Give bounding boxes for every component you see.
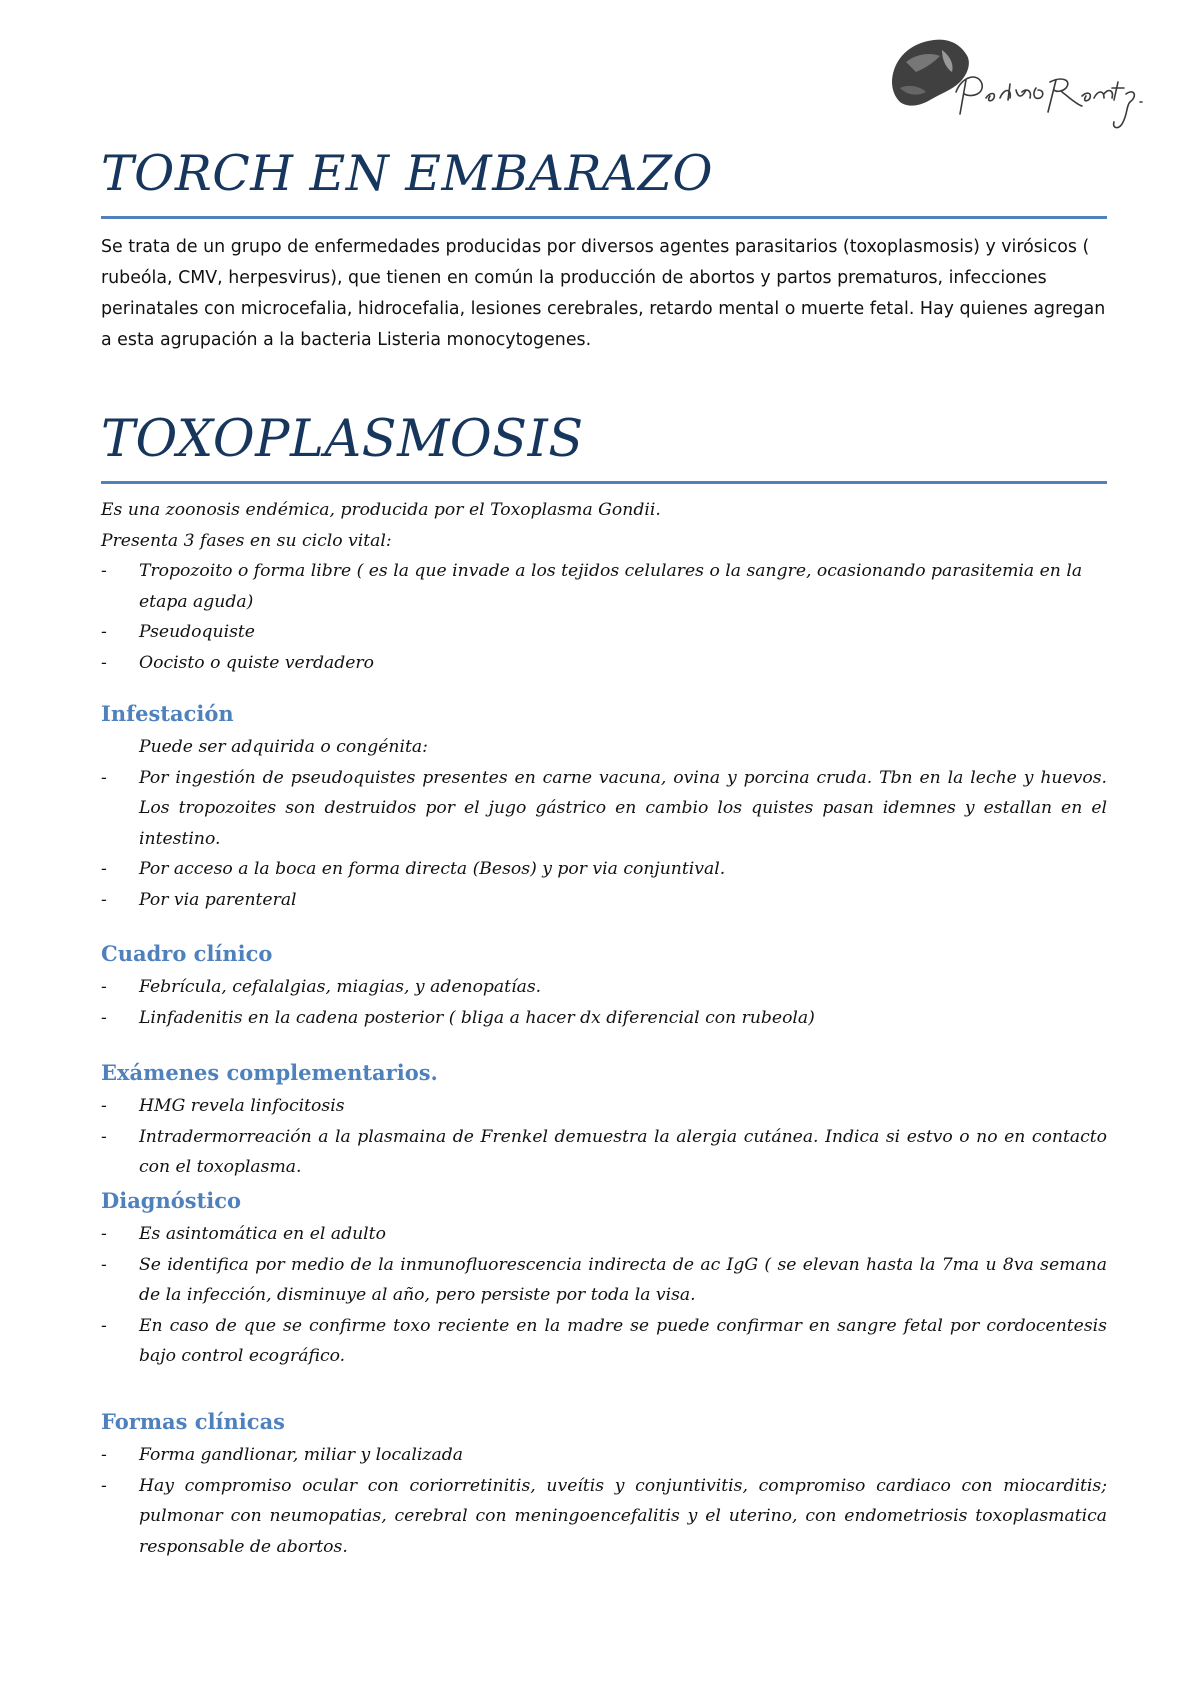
cuadro-list (101, 972, 1107, 1033)
infestacion-lead: Puede ser adquirida o congénita: (139, 737, 428, 757)
list-item: - En caso de que se confirme toxo reciente en la madre se puede confirmar en sangre fetal por cordocentesis bajo control ecográfico. (101, 1311, 1107, 1372)
list-item: - Es asintomática en el adulto (101, 1219, 1107, 1250)
list-item: - Tropozoito o forma libre ( es la que invade a los tejidos celulares o la sangre, ocasionando parasitemia en la etapa aguda) (101, 556, 1107, 617)
infestacion-list (101, 763, 1107, 916)
list-item: - Linfadenitis en la cadena posterior ( bliga a hacer dx diferencial con rubeola) (101, 1003, 1107, 1034)
heading-diagnostico: Diagnóstico (101, 1188, 242, 1213)
list-item: - Forma gandlionar, miliar y localizada (101, 1440, 1107, 1471)
toxo-line2: Presenta 3 fases en su ciclo vital: (101, 530, 392, 551)
document-title: TORCH EN EMBARAZO (101, 145, 714, 202)
intro-paragraph: Se trata de un grupo de enfermedades producidas por diversos agentes parasitarios (toxoplasmosis) y virósicos ( rubeóla, CMV, herpesvirus), que tienen en común la producción de abortos y partos prematuros, infecciones perinatales con microcefalia, hidrocefalia, lesiones cerebrales, retardo mental o muerte fetal. Hay quienes agregan a esta agrupación a la bacteria Listeria monocytogenes. (101, 237, 1106, 350)
section-cuadro-clinico (101, 940, 1107, 1033)
toxo-intro (101, 495, 1107, 678)
title-underline (101, 216, 1107, 219)
section-title: TOXOPLASMOSIS (101, 410, 584, 469)
list-item: - HMG revela linfocitosis (101, 1091, 1107, 1122)
diagnostico-list (101, 1219, 1107, 1372)
heading-cuadro-clinico: Cuadro clínico (101, 941, 273, 966)
examenes-list (101, 1091, 1107, 1183)
section-diagnostico (101, 1187, 1107, 1372)
section-infestacion (101, 700, 1107, 915)
formas-list (101, 1440, 1107, 1562)
heading-examenes: Exámenes complementarios. (101, 1060, 438, 1085)
list-item: - Intradermorreación a la plasmaina de Frenkel demuestra la alergia cutánea. Indica si estvo o no en contacto con el toxoplasma. (101, 1122, 1107, 1183)
section-formas-clinicas (101, 1408, 1107, 1562)
list-item: - Pseudoquiste (101, 617, 1107, 648)
toxo-phase-list (101, 556, 1107, 678)
heading-infestacion: Infestación (101, 701, 234, 726)
list-item: - Por acceso a la boca en forma directa (Besos) y por via conjuntival. (101, 854, 1107, 885)
list-item: - Oocisto o quiste verdadero (101, 648, 1107, 679)
list-item: - Por via parenteral (101, 885, 1107, 916)
toxo-line1: Es una zoonosis endémica, producida por el Toxoplasma Gondii. (101, 500, 661, 520)
section-title-underline (101, 481, 1107, 484)
heading-formas-clinicas: Formas clínicas (101, 1409, 285, 1434)
list-item: - Febrícula, cefalalgias, miagias, y adenopatías. (101, 972, 1107, 1003)
list-item: - Se identifica por medio de la inmunofluorescencia indirecta de ac IgG ( se elevan hasta la 7ma u 8va semana de la infección, disminuye al año, pero persiste por toda la visa. (101, 1250, 1107, 1311)
signature-logo-icon (886, 32, 1148, 136)
list-item: - Hay compromiso ocular con coriorretinitis, uveítis y conjuntivitis, compromiso cardiaco con miocarditis; pulmonar con neumopatias, cerebral con meningoencefalitis y el uterino, con endometriosis toxoplasmatica responsable de abortos. (101, 1471, 1107, 1563)
list-item: - Por ingestión de pseudoquistes presentes en carne vacuna, ovina y porcina cruda. Tbn en la leche y huevos. Los tropozoites son destruidos por el jugo gástrico en cambio los quistes pasan idemnes y estallan en el intestino. (101, 763, 1107, 855)
section-examenes (101, 1059, 1107, 1183)
